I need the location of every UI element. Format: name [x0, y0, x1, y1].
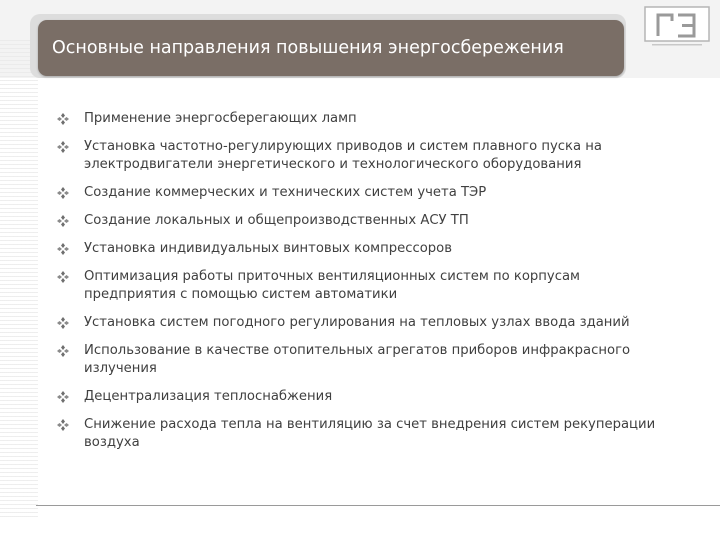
list-item-text: Установка индивидуальных винтовых компрессоров: [84, 241, 452, 256]
list-item: [56, 240, 676, 258]
list-item-text: Установка систем погодного регулирования на тепловых узлах ввода зданий: [84, 315, 630, 330]
list-item-text: Оптимизация работы приточных вентиляционных систем по корпусам предприятия с помощью систем автоматики: [84, 269, 581, 302]
list-item: [56, 314, 676, 332]
diamond-bullet-icon: [56, 186, 70, 200]
list-item: [56, 388, 676, 406]
list-item: [56, 212, 676, 230]
footer-divider: [36, 505, 720, 506]
list-item: [56, 268, 676, 304]
diamond-bullet-icon: [56, 112, 70, 126]
list-item-text: Установка частотно-регулирующих приводов и систем плавного пуска на электродвигатели энергетического и технологического оборудования: [84, 139, 602, 172]
bullet-list: [56, 110, 676, 462]
list-item: [56, 138, 676, 174]
diamond-bullet-icon: [56, 242, 70, 256]
slide-title: Основные направления повышения энергосбережения: [52, 38, 564, 58]
diamond-bullet-icon: [56, 418, 70, 432]
list-item-text: Децентрализация теплоснабжения: [84, 389, 333, 404]
diamond-bullet-icon: [56, 344, 70, 358]
list-item-text: Использование в качестве отопительных агрегатов приборов инфракрасного излучения: [84, 343, 631, 376]
list-item: [56, 184, 676, 202]
diamond-bullet-icon: [56, 316, 70, 330]
decorative-stripes: [0, 40, 38, 520]
list-item: [56, 110, 676, 128]
diamond-bullet-icon: [56, 214, 70, 228]
title-bar: [38, 20, 624, 76]
list-item-text: Снижение расхода тепла на вентиляцию за счет внедрения систем рекуперации воздуха: [84, 417, 656, 450]
list-item-text: Применение энергосберегающих ламп: [84, 111, 357, 126]
company-logo-icon: [644, 6, 710, 48]
diamond-bullet-icon: [56, 140, 70, 154]
list-item: [56, 342, 676, 378]
list-item-text: Создание коммерческих и технических систем учета ТЭР: [84, 185, 487, 200]
list-item-text: Создание локальных и общепроизводственных АСУ ТП: [84, 213, 469, 228]
diamond-bullet-icon: [56, 390, 70, 404]
list-item: [56, 416, 676, 452]
diamond-bullet-icon: [56, 270, 70, 284]
